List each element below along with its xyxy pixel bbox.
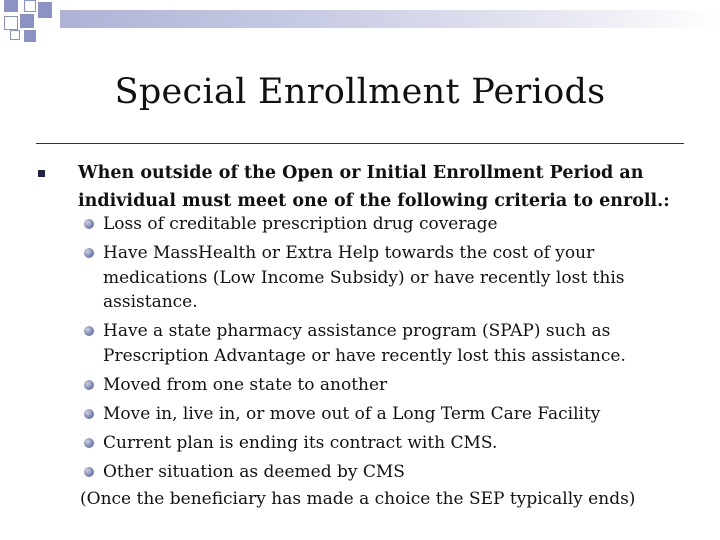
footnote-text: (Once the beneficiary has made a choice the SEP typically ends)	[80, 489, 636, 509]
slide-title: Special Enrollment Periods	[114, 72, 606, 112]
criteria-item: Move in, live in, or move out of a Long Term Care Facility	[78, 402, 678, 427]
decor-square	[4, 16, 18, 30]
criteria-list	[78, 212, 678, 489]
intro-text: When outside of the Open or Initial Enrollment Period an individual must meet one of the following criteria to enroll.:	[78, 163, 670, 211]
criteria-item: Have a state pharmacy assistance program (SPAP) such as Prescription Advantage or have recently lost this assistance.	[78, 319, 678, 368]
criteria-item: Current plan is ending its contract with CMS.	[78, 431, 678, 456]
title-divider	[36, 143, 684, 144]
decor-square	[24, 30, 36, 42]
header-band	[60, 10, 720, 28]
criteria-item: Loss of creditable prescription drug coverage	[78, 212, 678, 237]
decor-square	[4, 0, 18, 12]
criteria-item: Other situation as deemed by CMS	[78, 460, 678, 485]
decor-square	[24, 0, 36, 12]
decor-square	[10, 30, 20, 40]
criteria-item: Moved from one state to another	[78, 373, 678, 398]
criteria-item: Have MassHealth or Extra Help towards the cost of your medications (Low Income Subsidy) or have recently lost this assistance.	[78, 241, 678, 315]
square-bullet-icon	[38, 170, 45, 177]
decor-square	[38, 2, 52, 18]
decor-square	[20, 14, 34, 28]
